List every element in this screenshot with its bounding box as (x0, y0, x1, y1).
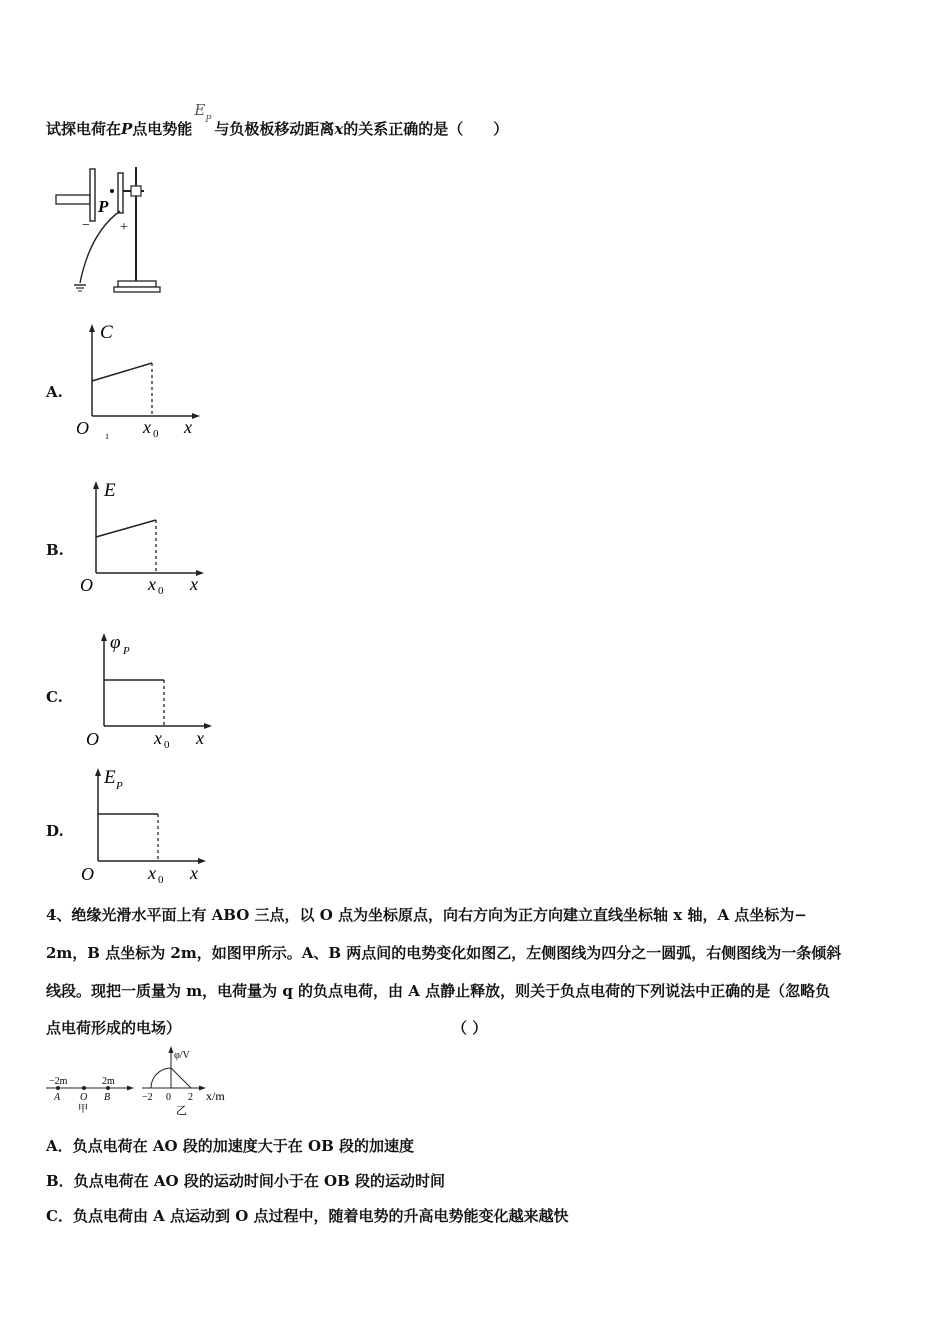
y-axis-label: φ (110, 632, 121, 653)
ep-symbol-sub: P (205, 115, 212, 125)
y-axis-label: E (104, 480, 116, 501)
question-4-option-c[interactable]: C．负点电荷由 A 点运动到 O 点过程中，随着电势的升高电势能变化越来越快 (46, 1207, 569, 1225)
x0-sub: 0 (164, 739, 170, 751)
y-axis-arrow (101, 633, 107, 641)
tick-neg2: −2 (142, 1092, 153, 1103)
quarter-arc (151, 1068, 171, 1088)
stem-text-3: 与负极板移动距离 (214, 120, 335, 138)
y-axis-sub: P (123, 645, 130, 657)
figure-yi (138, 1044, 238, 1118)
x-axis-label: x (184, 417, 192, 437)
x0-sub: 0 (153, 428, 159, 440)
x-axis-label: x (196, 728, 204, 748)
negative-plate (90, 169, 95, 221)
figure-jia (44, 1070, 139, 1120)
stem-text-2: 点电势能 (132, 120, 193, 138)
plus-sign: + (120, 220, 128, 235)
question-4-line-4: 点电荷形成的电场） (46, 1019, 182, 1037)
tick-zero: 0 (166, 1092, 171, 1103)
y-axis-arrow (169, 1046, 174, 1053)
sloped-segment (171, 1068, 191, 1088)
x0-label: x (154, 728, 162, 748)
tick-pos2: 2 (188, 1092, 193, 1103)
option-b-graph (74, 475, 209, 600)
x-axis-arrow (192, 413, 200, 419)
point-o-dot (82, 1086, 86, 1090)
tick-mark: 1 (105, 432, 109, 441)
capacitance-line (92, 363, 152, 381)
positive-plate (118, 173, 123, 213)
stand-base-top (118, 281, 156, 287)
a-coordinate: −2m (49, 1076, 68, 1087)
figure-jia-caption: 甲 (78, 1104, 88, 1115)
question-4-option-b[interactable]: B．负点电荷在 AO 段的运动时间小于在 OB 段的运动时间 (46, 1172, 446, 1190)
question-4-line-3: 线段。现把一质量为 m，电荷量为 q 的负点电荷，由 A 点静止释放，则关于负点电荷的下列说法中正确的是（忽略负 (46, 982, 831, 1000)
origin-label: O (81, 864, 94, 884)
question-4-line-2: 2m，B 点坐标为 2m，如图甲所示。A、B 两点间的电势变化如图乙，左侧图线为四分之一圆弧，右侧图线为一条倾斜 (46, 944, 842, 962)
point-p-label: P (98, 197, 109, 216)
option-c-label[interactable]: C. (46, 688, 63, 706)
origin-label: O (80, 575, 93, 595)
y-axis-label: C (100, 322, 113, 343)
y-axis-arrow (93, 481, 99, 489)
x-axis-arrow (204, 723, 212, 729)
question-3-stem (46, 101, 509, 139)
origin-label: O (86, 729, 99, 749)
point-a-label: A (54, 1092, 61, 1103)
b-coordinate: 2m (102, 1076, 115, 1087)
option-a-graph (72, 318, 207, 443)
x-axis-label: x (190, 574, 198, 594)
x0-label: x (148, 863, 156, 883)
y-axis-arrow (89, 324, 95, 332)
y-axis-label: E (104, 767, 116, 788)
y-axis-sub: P (116, 780, 123, 792)
field-line (96, 520, 156, 537)
y-axis-arrow (95, 768, 101, 776)
question-4-option-a[interactable]: A．负点电荷在 AO 段的加速度大于在 OB 段的加速度 (46, 1137, 414, 1155)
answer-bracket: （ ） (452, 1019, 488, 1037)
question-4-line-1: 4、绝缘光滑水平面上有 ABO 三点，以 O 点为坐标原点，向右方向为正方向建立直线坐标轴 x 轴，A 点坐标为− (46, 906, 807, 924)
option-b-label[interactable]: B. (46, 541, 64, 559)
x-axis-label: x (190, 863, 198, 883)
capacitor-apparatus-figure (50, 163, 165, 298)
stem-x: x (334, 120, 344, 138)
option-d-label[interactable]: D. (46, 822, 64, 840)
x-axis-arrow (199, 1086, 206, 1091)
option-d-graph (78, 762, 213, 887)
option-a-label[interactable]: A. (46, 383, 63, 401)
stem-point-p: P (121, 120, 133, 138)
point-o-label: O (80, 1092, 88, 1103)
x0-sub: 0 (158, 874, 164, 886)
phi-axis-label: φ/V (174, 1050, 190, 1061)
handle-rod (56, 195, 90, 204)
ep-symbol-e: E (194, 101, 206, 119)
figure-yi-caption: 乙 (176, 1105, 187, 1117)
minus-sign: − (82, 218, 90, 233)
stand-base-bottom (114, 287, 160, 292)
x-axis-arrow (198, 858, 206, 864)
x0-sub: 0 (158, 585, 164, 597)
axis-arrow (127, 1086, 134, 1091)
origin-label: O (76, 418, 89, 438)
x-axis-label: x/m (206, 1089, 225, 1103)
x0-label: x (143, 417, 151, 437)
x0-label: x (148, 574, 156, 594)
option-c-graph (84, 627, 219, 752)
stem-text-1: 试探电荷在 (46, 120, 122, 138)
clamp (131, 186, 141, 196)
stem-text-4: 的关系正确的是（ ） (343, 120, 509, 138)
point-p-dot (110, 189, 114, 193)
ep-symbol (192, 101, 214, 134)
point-b-label: B (104, 1092, 111, 1103)
